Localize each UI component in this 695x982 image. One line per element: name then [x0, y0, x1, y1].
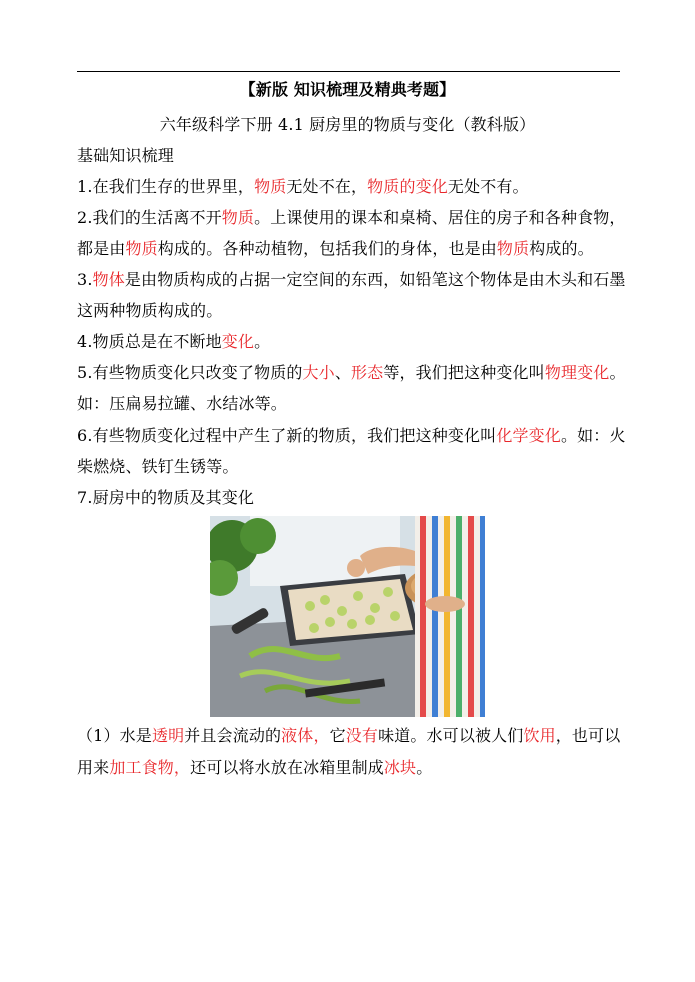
para-1-line-2 — [77, 758, 432, 778]
item-3-line-1 — [77, 270, 626, 290]
item-1-highlight: 物质的变化 — [367, 177, 448, 196]
item-3-text: 3. — [77, 270, 93, 289]
item-1-highlight: 物质 — [254, 177, 287, 196]
item-2-highlight: 物质 — [125, 239, 158, 258]
header-rule — [77, 71, 620, 72]
item-4-text: 4.物质总是在不断地 — [77, 332, 222, 351]
item-4 — [77, 332, 270, 352]
item-2-text: 都是由 — [77, 239, 126, 258]
item-4-text: 。 — [254, 332, 271, 351]
item-5-line-2: 如：压扁易拉罐、水结冰等。 — [77, 394, 287, 413]
item-2-text: 构成的。各种动植物，包括我们的身体，也是由 — [157, 239, 497, 258]
item-1-text: 无处不在， — [286, 177, 368, 196]
document-title: 六年级科学下册 4.1 厨房里的物质与变化（教科版） — [159, 115, 536, 134]
item-6-line-1 — [77, 426, 626, 446]
item-6-highlight: 化学变化 — [496, 426, 561, 445]
para-1-text: 并且会流动的 — [184, 726, 282, 745]
para-1-highlight: 透明 — [151, 726, 185, 745]
item-7: 7.厨房中的物质及其变化 — [77, 488, 255, 507]
item-5-highlight: 形态 — [351, 363, 384, 382]
item-5-highlight: 物理变化 — [544, 363, 610, 382]
item-2-highlight: 物质 — [221, 208, 255, 227]
para-1-highlight: 没有 — [345, 726, 379, 745]
para-1-text: 还可以将水放在冰箱里制成 — [190, 758, 384, 777]
item-2-text: 构成的。 — [529, 239, 594, 258]
section-heading: 基础知识梳理 — [77, 146, 174, 165]
item-6-text: 。如：火 — [560, 426, 626, 445]
item-1 — [77, 177, 529, 197]
item-4-highlight: 变化 — [221, 332, 255, 351]
para-1-text: 用来 — [77, 758, 110, 777]
para-1-highlight: 饮用 — [523, 726, 556, 745]
item-5-text: 5.有些物质变化只改变了物质的 — [77, 363, 303, 382]
item-5-text: 、 — [334, 363, 351, 382]
para-1-line-1 — [77, 726, 620, 746]
banner-title: 【新版 知识梳理及精典考题】 — [239, 80, 456, 99]
item-2-text: 。上课使用的课本和桌椅、居住的房子和各种食物， — [254, 208, 626, 227]
para-1-text: 它 — [329, 726, 346, 745]
item-2-line-1 — [77, 208, 626, 228]
item-6-line-2: 柴燃烧、铁钉生锈等。 — [77, 457, 239, 476]
para-1-text: 。 — [416, 758, 433, 777]
item-2-highlight: 物质 — [496, 239, 530, 258]
item-5-text: 等，我们把这种变化叫 — [383, 363, 545, 382]
item-3-highlight: 物体 — [92, 270, 125, 289]
item-3-text: 是由物质构成的占据一定空间的东西，如铅笔这个物体是由木头和石墨 — [124, 270, 626, 289]
item-2-line-2 — [77, 239, 594, 259]
para-1-text: （1）水是 — [77, 726, 152, 745]
item-1-text: 无处不有。 — [447, 177, 529, 196]
item-1-text: 1.在我们生存的世界里， — [77, 177, 255, 196]
item-5-text: 。 — [609, 363, 626, 382]
item-5-highlight: 大小 — [302, 363, 335, 382]
para-1-text: ，也可以 — [555, 726, 621, 745]
item-3-line-2: 这两种物质构成的。 — [77, 301, 223, 320]
item-6-text: 6.有些物质变化过程中产生了新的物质，我们把这种变化叫 — [77, 426, 497, 445]
para-1-text: 味道。水可以被人们 — [378, 726, 524, 745]
item-5-line-1 — [77, 363, 626, 383]
para-1-highlight: 液体， — [281, 726, 330, 745]
kitchen-photo — [210, 516, 485, 717]
para-1-highlight: 加工食物， — [109, 758, 191, 777]
para-1-highlight: 冰块 — [383, 758, 417, 777]
item-2-text: 2.我们的生活离不开 — [77, 208, 222, 227]
